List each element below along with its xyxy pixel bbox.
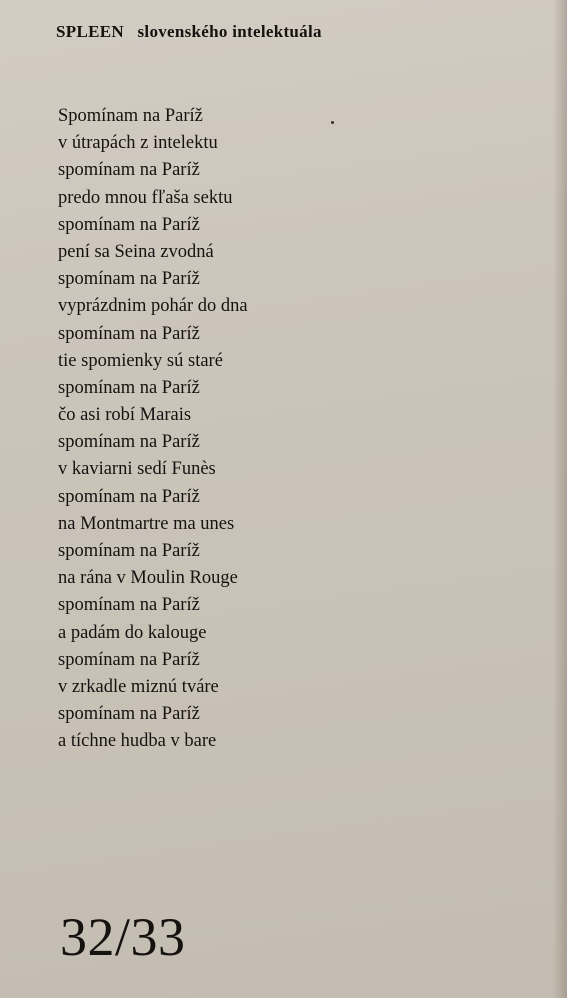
poem-line: spomínam na Paríž xyxy=(58,595,200,616)
poem-line: spomínam na Paríž xyxy=(58,269,200,290)
poem-line: predo mnou fľaša sektu xyxy=(58,187,233,208)
poem-line: v kaviarni sedí Funès xyxy=(58,459,216,480)
poem-line: spomínam na Paríž xyxy=(58,323,200,344)
poem-line: a padám do kalouge xyxy=(58,622,207,643)
poem-line: čo asi robí Marais xyxy=(58,405,192,426)
poem-line: spomínam na Paríž xyxy=(58,704,200,725)
poem-line: spomínam na Paríž xyxy=(58,214,200,235)
poem-body xyxy=(58,103,248,756)
poem-line: vyprázdnim pohár do dna xyxy=(58,296,248,317)
poem-line: v útrapách z intelektu xyxy=(58,133,218,154)
poem-heading xyxy=(56,22,322,42)
poem-line: na Montmartre ma unes xyxy=(58,513,235,534)
poem-line: Spomínam na Paríž xyxy=(58,106,203,126)
poem-line: na rána v Moulin Rouge xyxy=(58,568,238,589)
page-number: 32/33 xyxy=(60,907,186,967)
poem-line: v zrkadle miznú tváre xyxy=(58,676,219,697)
poem-line: pení sa Seina zvodná xyxy=(58,241,214,262)
poem-title: SPLEEN xyxy=(56,22,124,41)
poem-subtitle: slovenského intelektuála xyxy=(137,22,322,41)
poem-line: tie spomienky sú staré xyxy=(58,350,223,371)
page-edge-shadow xyxy=(553,0,567,998)
poem-line: spomínam na Paríž xyxy=(58,160,200,181)
poem-line: spomínam na Paríž xyxy=(58,432,200,453)
poem-line: a tíchne hudba v bare xyxy=(58,731,217,752)
paper-speck xyxy=(331,121,334,124)
poem-line: spomínam na Paríž xyxy=(58,486,200,507)
poem-line: spomínam na Paríž xyxy=(58,541,200,561)
poem-line: spomínam na Paríž xyxy=(58,649,200,670)
poem-line: spomínam na Paríž xyxy=(58,377,200,398)
